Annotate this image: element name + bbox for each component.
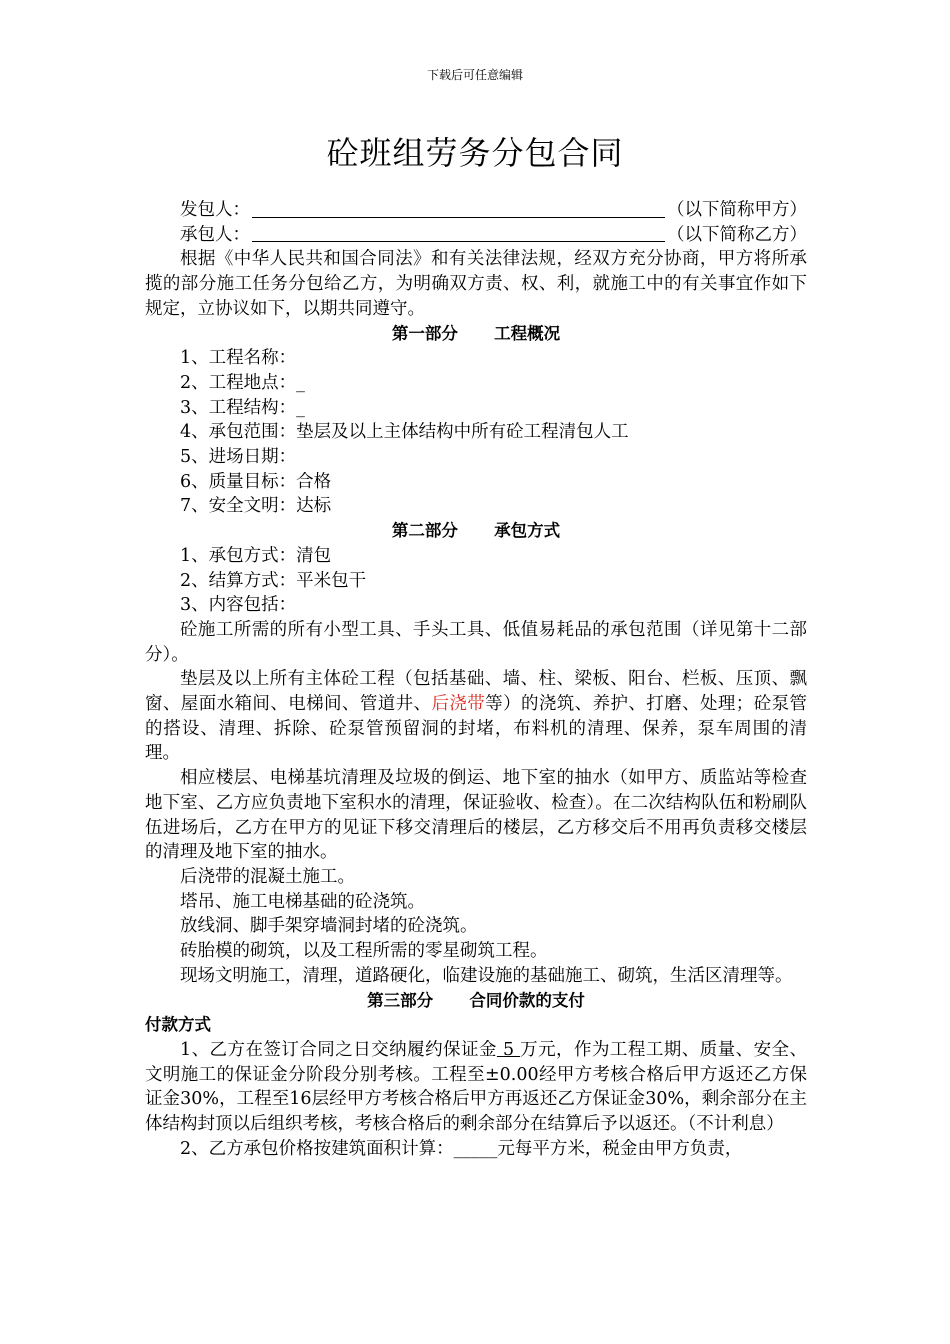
content-paragraph: 砼施工所需的所有小型工具、手头工具、低值易耗品的承包范围（详见第十二部分）。 [145, 619, 807, 665]
list-item: 6、质量目标：合格 [180, 471, 332, 492]
price-blank: _____ [453, 1138, 498, 1159]
content-paragraph: 塔吊、施工电梯基础的砼浇筑。 [180, 891, 425, 912]
deposit-amount: 5 [496, 1039, 521, 1060]
contract-body [145, 198, 807, 1161]
text-run: 2、乙方承包价格按建筑面积计算： [180, 1138, 454, 1159]
content-paragraph: 砖胎模的砌筑，以及工程所需的零星砌筑工程。 [180, 941, 548, 962]
list-item: 3、内容包括： [180, 595, 297, 616]
party-label: 发包人： [180, 200, 250, 220]
content-paragraph: 相应楼层、电梯基坑清理及垃圾的倒运、地下室的抽水（如甲方、质监站等检查地下室、乙方应负责地下室积水的清理，保证验收、检查）。在二次结构队伍和粉刷队伍进场后，乙方在甲方的见证下移交清理后的楼层，乙方移交后不用再负责移交楼层的清理及地下室的抽水。 [145, 768, 807, 863]
section-number: 第二部分 [391, 521, 458, 541]
party-label: 承包人： [180, 224, 250, 245]
content-paragraph [145, 667, 807, 766]
section-name: 合同价款的支付 [469, 990, 585, 1010]
fill-in-blank [252, 198, 665, 218]
text-run: 垫层及以上所有主体砼工程（包括基础、墙、柱、梁板、阳台、栏板、压顶、飘窗、屋面水箱间、电梯间、管道井、 [145, 669, 807, 715]
party-contractor [145, 223, 807, 248]
fill-in-blank [252, 223, 665, 243]
content-paragraph: 现场文明施工，清理，道路硬化，临建设施的基础施工、砌筑，生活区清理等。 [180, 965, 793, 986]
header-note: 下载后可任意编辑 [426, 68, 523, 82]
section-heading-3 [145, 989, 807, 1014]
payment-clause-1 [145, 1038, 807, 1137]
text-run: 万元，作为工程工期、质量、安全、文明施工的保证金分阶段分别考核。工程至±0.00经甲方考核合格后甲方返还乙方保证金30%，工程至16层经甲方考核合格后甲方再返还乙方保证金30%，剩余部分在主体结构封顶以后组织考核，考核合格后的剩余部分在结算后予以返还。（不计利息） [145, 1039, 808, 1135]
list-item: 1、承包方式：清包 [180, 545, 332, 566]
list-item: 2、结算方式：平米包干 [180, 570, 367, 591]
section-heading-1 [145, 322, 807, 347]
content-paragraph: 放线洞、脚手架穿墙洞封堵的砼浇筑。 [180, 916, 478, 937]
text-run: 元每平方米，税金由甲方负责， [497, 1138, 743, 1159]
list-item: 5、进场日期： [180, 447, 297, 468]
section-number: 第一部分 [391, 323, 458, 343]
list-item: 3、工程结构：_ [180, 397, 305, 418]
list-item: 1、工程名称： [180, 348, 297, 369]
section-number: 第三部分 [367, 990, 434, 1010]
content-paragraph: 后浇带的混凝土施工。 [180, 866, 355, 887]
section-heading-2 [145, 519, 807, 544]
payment-clause-2 [145, 1137, 807, 1162]
section-name: 承包方式 [494, 521, 561, 541]
list-item: 4、承包范围：垫层及以上主体结构中所有砼工程清包人工 [180, 422, 629, 443]
subsection-heading: 付款方式 [145, 1015, 211, 1035]
list-item: 7、安全文明：达标 [180, 496, 332, 517]
intro-paragraph: 根据《中华人民共和国合同法》和有关法律法规，经双方充分协商，甲方将所承揽的部分施工任务分包给乙方，为明确双方责、权、利，就施工中的有关事宜作如下规定，立协议如下，以期共同遵守。 [145, 249, 807, 319]
party-suffix: （以下简称乙方） [667, 224, 807, 245]
highlighted-term: 后浇带 [431, 694, 486, 715]
text-run: 等）的浇筑、养护、打磨、处理；砼泵管的搭设、清理、拆除、砼泵管预留洞的封堵，布料机的清理、保养，泵车周围的清理。 [145, 694, 808, 764]
section-name: 工程概况 [494, 323, 561, 343]
text-run: 1、乙方在签订合同之日交纳履约保证金 [180, 1039, 497, 1060]
party-issuer [145, 198, 807, 223]
page-title: 砼班组劳务分包合同 [326, 134, 624, 172]
party-suffix: （以下简称甲方） [667, 200, 807, 220]
list-item: 2、工程地点：_ [180, 372, 305, 393]
